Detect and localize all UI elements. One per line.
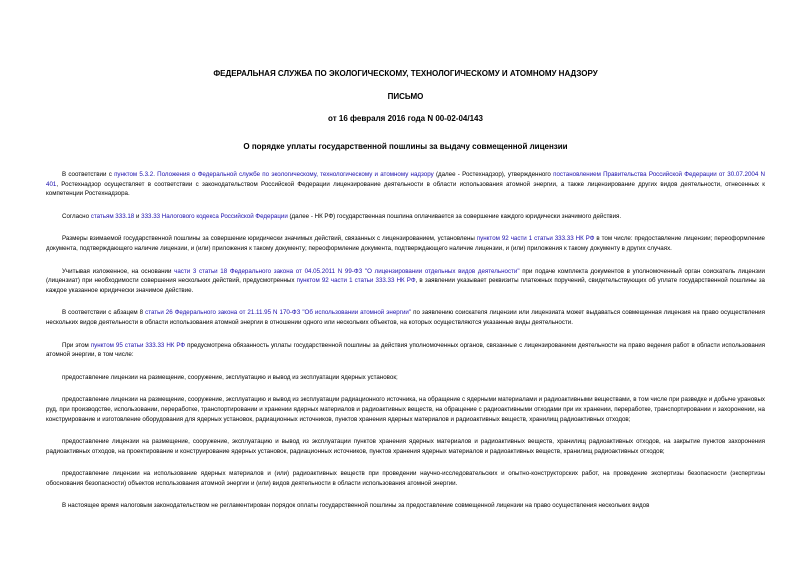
paragraph-text: Размеры взимаемой государственной пошлины за совершение юридически значимых действий, связанных с лицензированием, установлены — [62, 235, 477, 243]
document-link[interactable]: пунктом 95 статьи 333.33 НК РФ — [90, 341, 186, 349]
paragraph-text: Учитывая изложенное, на основании — [62, 267, 175, 275]
paragraph-text: по заявлению соискателя лицензии или лицензиата может выдаваться совмещенная лицензия на право осуществления нескольких видов деятельности в области использования атомной энергии в отношении одного или нескольких объектов, на которых осуществляются указанные виды деятельности. — [46, 309, 765, 326]
paragraph-text: (далее - Ростехнадзор), утвержденного — [433, 171, 554, 178]
paragraph-text: В соответствии с абзацем 8 — [62, 309, 146, 317]
paragraph — [46, 267, 765, 296]
paragraph-text: , Ростехнадзор осуществляет в соответствии с законодательством Российской Федерации лицензирование деятельности в области использования атомной энергии, а также лицензирование других видов деятельности, отнесенных к компетенции Ростехнадзора. — [46, 180, 765, 198]
paragraph — [46, 212, 765, 222]
paragraph — [46, 170, 765, 199]
paragraph-text: при подаче комплекта документов в уполномоченный орган соискатель лицензии (лицензиат) при необходимости совершения нескольких действий, предусмотренных — [46, 267, 765, 285]
document-date-number: от 16 февраля 2016 года N 00-02-04/143 — [328, 114, 483, 123]
paragraph-text: предоставление лицензии на размещение, сооружение, эксплуатацию и вывод из эксплуатации пунктов хранения ядерных материалов и радиоактивных веществ, хранилищ радиоактивных отходов, на закрытие пунктов захоронения радиоактивных отходов, на проектирование и конструирование ядерных установок, радиационных источников, пунктов хранения ядерных материалов и радиоактивных веществ, хранилищ радиоактивных отходов; — [46, 438, 765, 455]
paragraph-text: предоставление лицензии на размещение, сооружение, эксплуатацию и вывод из эксплуатации радиационного источника, на обращение с ядерными материалами и радиоактивными веществами, в том числе при разведке и добыче урановых руд, при производстве, использовании, переработке, транспортировании и хранении ядерных материалов и радиоактивных веществ, на обращение с радиоактивными отходами при их хранении, переработке, транспортировании и захоронении, на конструирование и изготовление оборудования для ядерных установок, радиационных источников, пунктов хранения ядерных материалов и радиоактивных веществ, хранилищ радиоактивных отходов; — [46, 396, 765, 423]
document-link[interactable]: 333.33 Налогового кодекса Российской Федерации — [141, 212, 288, 220]
paragraph — [46, 373, 765, 383]
document-body — [46, 170, 765, 511]
paragraph-text: Согласно — [62, 212, 91, 220]
paragraph-text: , в заявлении указывает реквизиты платежных поручений, свидетельствующих об уплате государственной пошлины за каждое указанное юридически значимое действие. — [46, 277, 766, 294]
paragraph-text: в том числе: предоставление лицензии; переоформление документа, подтверждающего наличие лицензии, и (или) приложения к такому документу; переоформление документа, подтверждающего наличие лицензии, и (или) приложения к такому документу в других случаях. — [46, 235, 765, 252]
agency-heading: ФЕДЕРАЛЬНАЯ СЛУЖБА ПО ЭКОЛОГИЧЕСКОМУ, ТЕХНОЛОГИЧЕСКОМУ И АТОМНОМУ НАДЗОРУ — [213, 69, 598, 78]
document-link[interactable]: постановлением Правительства Российской Федерации от 30.07.2004 N 401 — [46, 171, 765, 188]
paragraph-text: В соответствии с — [62, 171, 115, 178]
paragraph — [46, 395, 765, 424]
paragraph-text: предоставление лицензии на использование ядерных материалов и (или) радиоактивных веществ при проведении научно-исследовательских и опытно-конструкторских работ, на проведение экспертизы безопасности (экспертизы обоснования безопасности) объектов использования атомной энергии и (или) видов деятельности в области использования атомной энергии. — [46, 470, 765, 487]
paragraph — [46, 437, 765, 456]
paragraph-text: предоставление лицензии на размещение, сооружение, эксплуатацию и вывод из эксплуатации ядерных установок; — [62, 373, 398, 381]
paragraph-text: В настоящее время налоговым законодательством не регламентирован порядок оплаты государственной пошлины за предоставление совмещенной лицензии на право осуществления нескольких видов — [62, 502, 650, 510]
document-link[interactable]: статьям 333.18 — [90, 212, 135, 220]
document-link[interactable]: части 3 статьи 18 Федерального закона от 04.05.2011 N 99-ФЗ "О лицензировании отдельных видов деятельности" — [174, 267, 520, 275]
document-link[interactable]: пунктом 5.3.2. Положения о Федеральной службе по экологическому, технологическому и атомному надзору — [114, 171, 434, 178]
paragraph-text: При этом — [62, 341, 91, 349]
paragraph — [46, 501, 765, 511]
document-type: ПИСЬМО — [387, 92, 424, 101]
paragraph-text: (далее - НК РФ) государственная пошлина оплачивается за совершение каждого юридически значимого действия. — [287, 212, 622, 220]
paragraph — [46, 234, 765, 253]
paragraph-text: предусмотрена обязанность уплаты государственной пошлины за действия уполномоченных органов, связанные с лицензированием деятельности на право ведения работ в области использования атомной энергии, в том числе: — [46, 341, 765, 359]
paragraph — [46, 341, 765, 360]
paragraph — [46, 469, 765, 488]
document-link[interactable]: пунктом 92 части 1 статьи 333.33 НК РФ — [476, 235, 595, 243]
paragraph-text: и — [134, 212, 142, 220]
document-title: О порядке уплаты государственной пошлины за выдачу совмещенной лицензии — [243, 142, 568, 151]
document-link[interactable]: статьи 26 Федерального закона от 21.11.95 N 170-ФЗ "Об использовании атомной энергии" — [145, 309, 412, 317]
paragraph — [46, 308, 765, 327]
document-link[interactable]: пунктом 92 части 1 статьи 333.33 НК РФ — [296, 277, 416, 285]
